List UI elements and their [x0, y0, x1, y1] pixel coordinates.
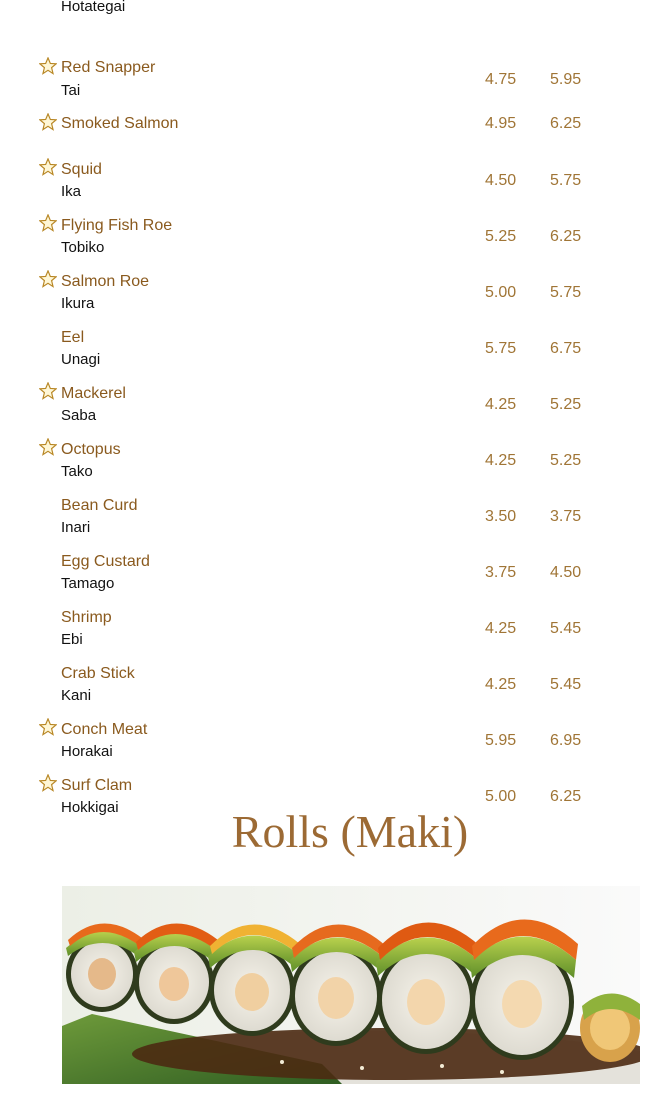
menu-item-subname: Tobiko [61, 239, 105, 256]
menu-item-name: Conch Meat [61, 721, 148, 738]
menu-item-price-small: 4.25 [485, 396, 517, 413]
menu-item-subname: Kani [61, 687, 92, 704]
star-icon [39, 214, 57, 232]
menu-item-eel [0, 314, 671, 370]
sushi-rolls-illustration [62, 886, 640, 1084]
star-icon [39, 57, 57, 75]
menu-item-subname: Ika [61, 183, 82, 200]
menu-item-price-large: 5.25 [550, 452, 582, 469]
menu-item-name: Bean Curd [61, 497, 138, 514]
menu-item-shrimp [0, 594, 671, 650]
menu-item-flying-fish-roe [0, 202, 671, 258]
star-icon [39, 158, 57, 176]
menu-item-mackerel [0, 370, 671, 426]
menu-item-subname: Tako [61, 463, 93, 480]
menu-item-price-large: 6.25 [550, 788, 582, 805]
menu-item-price-small: 3.75 [485, 564, 517, 581]
menu-item-price-small: 4.25 [485, 620, 517, 637]
menu-item-subname: Hotategai [61, 0, 126, 15]
menu-item-price-small: 4.50 [485, 172, 517, 189]
menu-item-price-large: 6.75 [550, 340, 582, 357]
section-title-rolls: Rolls (Maki) [231, 806, 469, 857]
menu-item-price-small: 5.95 [485, 732, 517, 749]
menu-item-name: Eel [61, 329, 85, 346]
menu-item-price-small: 4.25 [485, 676, 517, 693]
menu-item-squid [0, 146, 671, 202]
menu-item-price-small: 5.25 [485, 228, 517, 245]
menu-item-octopus [0, 426, 671, 482]
menu-item-price-large: 5.75 [550, 284, 582, 301]
menu-item-price-small: 5.00 [485, 788, 517, 805]
menu-item-subname: Tai [61, 82, 81, 99]
menu-item-name: Egg Custard [61, 553, 150, 570]
menu-item-price-large: 3.75 [550, 508, 582, 525]
menu-item-subname: Hokkigai [61, 799, 119, 816]
menu-item-subname: Tamago [61, 575, 115, 592]
menu-item-price-large: 5.75 [550, 172, 582, 189]
menu-item-price-small: 3.50 [485, 508, 517, 525]
star-icon [39, 382, 57, 400]
menu-item-subname: Ebi [61, 631, 83, 648]
menu-item-bean-curd [0, 482, 671, 538]
menu-item-name: Shrimp [61, 609, 112, 626]
menu-item-price-small: 5.75 [485, 340, 517, 357]
menu-item-crab-stick [0, 650, 671, 706]
star-icon [39, 718, 57, 736]
menu-item-name: Crab Stick [61, 665, 135, 682]
menu-item-price-large: 5.45 [550, 676, 582, 693]
menu-item-name: Surf Clam [61, 777, 133, 794]
menu-item-price-large: 6.25 [550, 115, 582, 132]
star-icon [39, 270, 57, 288]
menu-item-price-large: 4.50 [550, 564, 582, 581]
menu-item-name: Red Snapper [61, 59, 156, 76]
menu-item-price-large: 5.45 [550, 620, 582, 637]
menu-item-subname: Unagi [61, 351, 101, 368]
menu-item-name: Smoked Salmon [61, 115, 179, 132]
menu-item-red-snapper [0, 34, 671, 99]
menu-item-conch-meat [0, 706, 671, 762]
menu-item-subname: Horakai [61, 743, 113, 760]
star-icon [39, 438, 57, 456]
menu-item-subname: Inari [61, 519, 91, 536]
menu-item-name: Flying Fish Roe [61, 217, 173, 234]
star-icon [39, 113, 57, 131]
menu-item-price-large: 5.95 [550, 71, 582, 88]
menu-item-name: Squid [61, 161, 102, 178]
menu-item-name: Mackerel [61, 385, 126, 402]
menu-item-salmon-roe [0, 258, 671, 314]
menu-item-name: Octopus [61, 441, 121, 458]
menu-item-cut [0, 0, 671, 34]
menu-item-egg-custard [0, 538, 671, 594]
menu-item-price-small: 4.95 [485, 115, 517, 132]
menu-item-price-small: 4.75 [485, 71, 517, 88]
menu-item-subname: Saba [61, 407, 97, 424]
sushi-rolls-photo [62, 886, 640, 1084]
menu-item-price-small: 5.00 [485, 284, 517, 301]
menu-item-smoked-salmon [0, 90, 671, 146]
menu-item-price-large: 6.95 [550, 732, 582, 749]
menu-item-price-small: 4.25 [485, 452, 517, 469]
menu-item-name: Salmon Roe [61, 273, 150, 290]
menu-item-price-large: 5.25 [550, 396, 582, 413]
star-icon [39, 774, 57, 792]
menu-item-price-large: 6.25 [550, 228, 582, 245]
menu-item-subname: Ikura [61, 295, 95, 312]
